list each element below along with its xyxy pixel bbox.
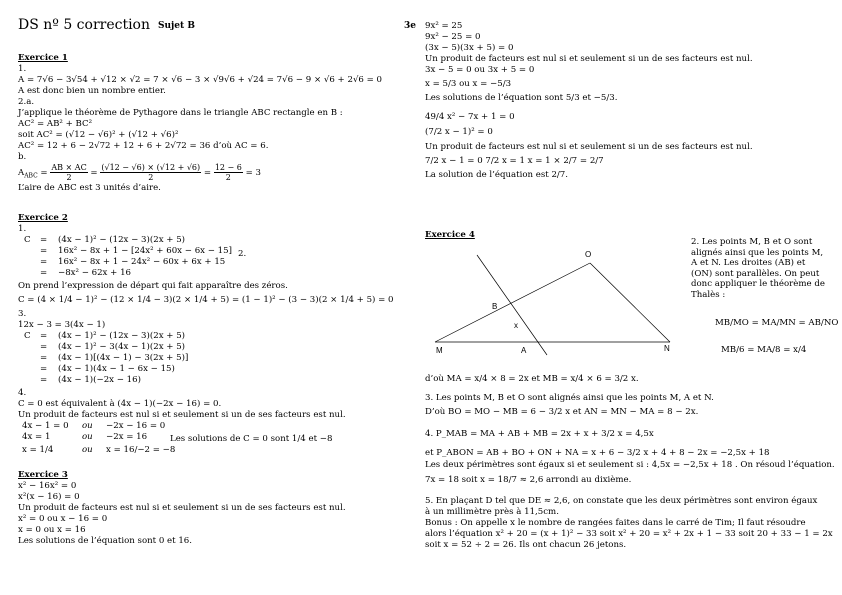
ex2-q2b: C = (4 × 1/4 − 1)² − (12 × 1/4 − 3)(2 × 1/4 + 5) = (1 − 1)² − (3 − 3)(2 × 1/4 + 5) = 0 — [18, 295, 394, 305]
fact-line: (4x − 1)² − 3(4x − 1)(2x + 5) — [58, 342, 186, 352]
label-O: O — [585, 250, 592, 259]
ex4-line: et P_ABON = AB + BO + ON + NA = x + 6 − 3/2 x + 4 + 8 − 2x = −2,5x + 18 — [425, 448, 770, 458]
ex4-line: Bonus : On appelle x le nombre de rangées faites dans le carré de Tim; Il faut résoudre — [425, 518, 806, 528]
exercise-2-title: Exercice 2 — [18, 213, 68, 223]
dev-line: 16x² − 8x + 1 − [24x² + 60x − 6x − 15] — [58, 246, 232, 256]
ex1-line: soit AC² = (√12 − √6)² + (√12 + √6)² — [18, 130, 179, 140]
ex1-line: AC² = 12 + 6 − 2√72 + 12 + 6 + 2√72 = 36 d’où AC = 6. — [18, 141, 269, 151]
eq-line: La solution de l’équation est 2/7. — [425, 170, 569, 180]
ex4-line: alors l’équation x² + 20 = (x + 1)² − 33 soit x² + 20 = x² + 2x + 1 − 33 soit 20 + 33 − 1 = 2x — [425, 529, 833, 539]
fact-line: (4x − 1)(4x − 1 − 6x − 15) — [58, 364, 175, 374]
dev-line: 16x² − 8x + 1 − 24x² − 60x + 6x + 15 — [58, 257, 226, 267]
area-fraction-2: $\frac{(√12 - √6) \times (√12 + √6)}{2}$ — [101, 163, 201, 182]
area-sub: ABC — [24, 172, 38, 180]
eq-line: 3x − 5 = 0 ou 3x + 5 = 0 — [425, 65, 535, 75]
ex1-conclusion: L’aire de ABC est 3 unités d’aire. — [18, 183, 161, 193]
eq-line: Les solutions de l’équation sont 5/3 et −5/3. — [425, 93, 618, 103]
ex1-line: A est donc bien un nombre entier. — [18, 86, 166, 96]
ex1-line: 2.a. — [18, 97, 35, 107]
ex3-line: Les solutions de l’équation sont 0 et 16. — [18, 536, 192, 546]
ex4-line: 7x = 18 soit x = 18/7 ≈ 2,6 arrondi au dixième. — [425, 475, 632, 485]
grade-label: 3e — [404, 21, 416, 31]
ex2-q2-mark: 2. — [238, 249, 247, 259]
label-x: x — [514, 321, 518, 330]
ex4-line: soit x = 52 ÷ 2 = 26. Ils ont chacun 26 jetons. — [425, 540, 627, 550]
ex2-q2a: On prend l’expression de départ qui fait apparaître des zéros. — [18, 281, 288, 291]
ex4-line: D’où BO = MO − MB = 6 − 3/2 x et AN = MN − MA = 8 − 2x. — [425, 407, 699, 417]
ex3-line: x² − 16x² = 0 — [18, 481, 77, 491]
eq-line: 7/2 x − 1 = 0 7/2 x = 1 x = 1 × 2/7 = 2/7 — [425, 156, 604, 166]
eq-line: 49/4 x² − 7x + 1 = 0 — [425, 112, 515, 122]
ex2-factorisation: C = (4x − 1)² − (12x − 3)(2x + 5) = (4x − 1)² − 3(4x − 1)(2x + 5) = (4x − 1)[(4x − 1) − 3(2x + 5)] = (4x − 1)(4x − 1 − 6x − 15) = (4x − 1)(−2x − 16) — [24, 331, 189, 385]
ex3-line: x²(x − 16) = 0 — [18, 492, 80, 502]
dev-line: −8x² − 62x + 16 — [58, 268, 132, 278]
document-title: DS nº 5 correction — [18, 17, 151, 33]
ex2-system: 4x − 1 = 0 4x = 1 x = 1/4 ou ou ou −2x − 16 = 0 −2x = 16 x = 16/−2 = −8 Les solutions de C = 0 sont 1/4 et −8 — [22, 421, 333, 455]
eq-line: (7/2 x − 1)² = 0 — [425, 127, 493, 137]
ex2-q4: 4. — [18, 388, 27, 398]
fact-line: (4x − 1)² − (12x − 3)(2x + 5) — [58, 331, 186, 341]
area-fraction-3: $\frac{12 - 6}{2}$ — [214, 163, 242, 182]
ex4-line: 3. Les points M, B et O sont alignés ainsi que les points M, A et N. — [425, 393, 714, 403]
exercise-4-title: Exercice 4 — [425, 230, 475, 240]
eq-line: Un produit de facteurs est nul si et seulement si un de ses facteurs est nul. — [425, 142, 753, 152]
ex2-q3: 3. — [18, 309, 27, 319]
ex4-line: d’où MA = x/4 × 8 = 2x et MB = x/4 × 6 = 3/2 x. — [425, 374, 639, 384]
dev-line: (4x − 1)² − (12x − 3)(2x + 5) — [58, 235, 186, 245]
ex4-line: à un millimètre près à 11,5cm. — [425, 507, 559, 517]
page-header — [18, 17, 416, 33]
eq-line: Un produit de facteurs est nul si et seulement si un de ses facteurs est nul. — [425, 54, 753, 64]
area-fraction-1: $\frac{AB \times AC}{2}$ — [51, 163, 87, 182]
ex3-line: Un produit de facteurs est nul si et seulement si un de ses facteurs est nul. — [18, 503, 346, 513]
eq-line: x = 5/3 ou x = −5/3 — [425, 79, 512, 89]
exercise-1-title: Exercice 1 — [18, 53, 68, 63]
ex1-line: A = 7√6 − 3√54 + √12 × √2 = 7 × √6 − 3 × √9√6 + √24 = 7√6 − 9 × √6 + 2√6 = 0 — [18, 75, 383, 85]
fact-line: (4x − 1)(−2x − 16) — [58, 375, 141, 385]
ex4-line: Les deux périmètres sont égaux si et seulement si : 4,5x = −2,5x + 18 . On résoud l’équation. — [425, 460, 835, 470]
label-N: N — [664, 344, 670, 353]
ex1-line: J’applique le théorème de Pythagore dans le triangle ABC rectangle en B : — [18, 108, 343, 118]
exercise-3-title: Exercice 3 — [18, 470, 68, 480]
ex2-solution: Les solutions de C = 0 sont 1/4 et −8 — [170, 434, 333, 444]
eq-line: 9x² − 25 = 0 — [425, 32, 481, 42]
ex2-development: C = (4x − 1)² − (12x − 3)(2x + 5) = 16x² − 8x + 1 − [24x² + 60x − 6x − 15] 2. = 16x² − 8x + 1 − 24x² − 60x + 6x + 15 = −8x² − 62x + 16 — [24, 235, 247, 278]
ex1-line: AC² = AB² + BC² — [18, 119, 93, 129]
ex4-line: 4. P_MAB = MA + AB + MB = 2x + x + 3/2 x = 4,5x — [425, 429, 654, 439]
fact-line: (4x − 1)[(4x − 1) − 3(2x + 5)] — [58, 353, 189, 363]
ex2-q3a: 12x − 3 = 3(4x − 1) — [18, 320, 106, 330]
ex2-q1: 1. — [18, 224, 27, 234]
thales-figure — [425, 245, 685, 360]
area-result: = 3 — [245, 168, 262, 178]
thales-ratio-1: MB/MO = MA/MN = AB/NO — [715, 318, 839, 328]
label-B: B — [492, 302, 498, 311]
ex2-q4b: Un produit de facteurs est nul si et seulement si un de ses facteurs est nul. — [18, 410, 346, 420]
thales-explanation: 2. Les points M, B et O sont alignés ainsi que les points M, A et N. Les droites (AB) et (ON) sont parallèles. On peut donc appliquer le théorème de Thalès : — [691, 237, 825, 300]
ex3-line: x = 0 ou x = 16 — [18, 525, 86, 535]
label-A: A — [521, 346, 527, 355]
area-label: A — [18, 168, 25, 178]
thales-ratio-2: MB/6 = MA/8 = x/4 — [721, 345, 807, 355]
ex3-line: x² = 0 ou x − 16 = 0 — [18, 514, 108, 524]
subject-label: Sujet B — [158, 21, 195, 31]
eq-line: (3x − 5)(3x + 5) = 0 — [425, 43, 514, 53]
ex4-line: 5. En plaçant D tel que DE ≈ 2,6, on constate que les deux périmètres sont environ égaux — [425, 496, 818, 506]
ex2-q4a: C = 0 est équivalent à (4x − 1)(−2x − 16) = 0. — [18, 399, 222, 409]
ex1-line: 1. — [18, 64, 27, 74]
label-M: M — [436, 346, 443, 355]
ex1-line: b. — [18, 152, 27, 162]
area-formula: $A_{ABC}$ = $\frac{AB \times AC}{2}$ = $\frac{(√12 - √6) \times (√12 + √6)}{2}$ = $\frac{12 - 6}{2}$ = 3 — [18, 163, 262, 182]
eq-line: 9x² = 25 — [425, 21, 463, 31]
